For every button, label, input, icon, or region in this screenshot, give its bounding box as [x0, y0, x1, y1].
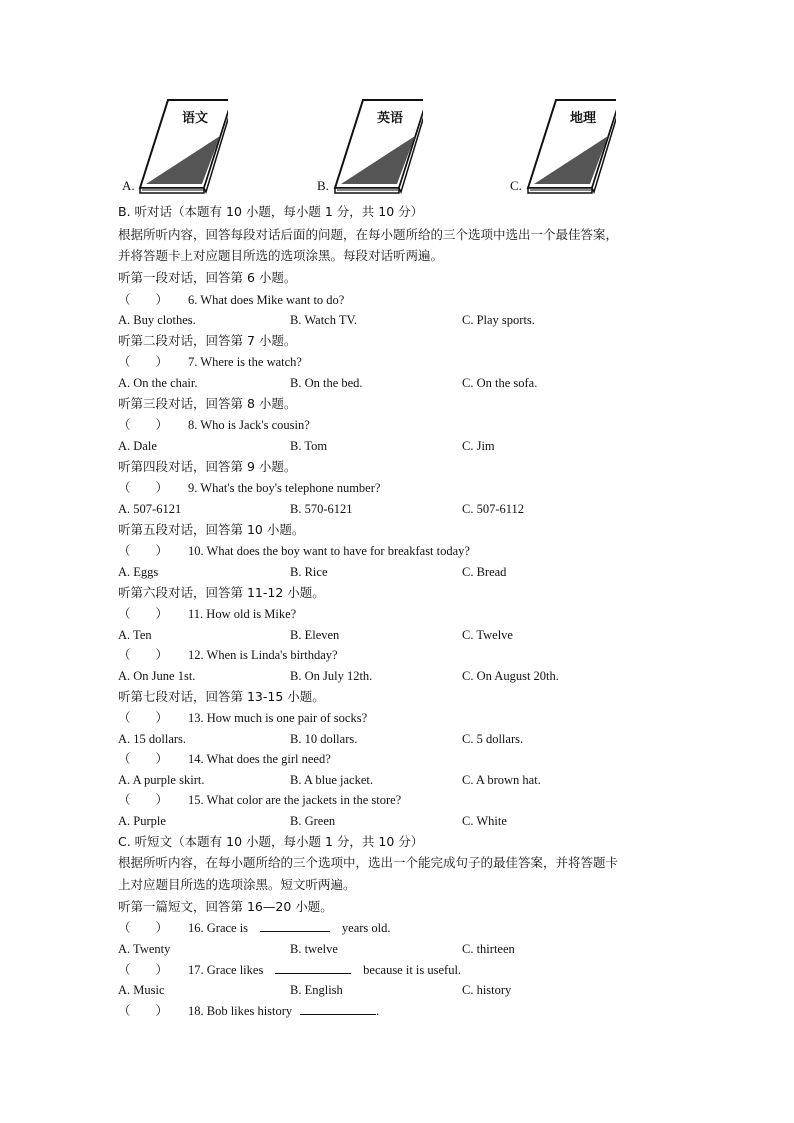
question-text: 7. Where is the watch? [188, 355, 302, 369]
dialog-7-prompt: 听第七段对话，回答第 13-15 小题。 [118, 689, 325, 704]
dialog-6-prompt: 听第六段对话，回答第 11-12 小题。 [118, 585, 325, 600]
option-b: B. Eleven [290, 628, 340, 642]
answer-bracket: （ ） [118, 647, 169, 662]
option-b: B. twelve [290, 942, 338, 956]
question-10-options [118, 565, 678, 581]
question-12 [118, 647, 338, 663]
answer-bracket: （ ） [118, 417, 169, 432]
section-c-instruction-2: 上对应题目所选的选项涂黑。短文听两遍。 [118, 877, 356, 892]
section-c-heading: C. 听短文（本题有 10 小题，每小题 1 分，共 10 分） [118, 834, 424, 849]
question-10 [118, 543, 470, 559]
section-b-instruction-1: 根据所听内容，回答每段对话后面的问题，在每小题所给的三个选项中选出一个最佳答案， [118, 227, 619, 242]
answer-bracket: （ ） [118, 354, 169, 369]
option-b: B. English [290, 983, 343, 997]
question-text-end: . [376, 1004, 380, 1018]
dialog-5-prompt: 听第五段对话，回答第 10 小题。 [118, 522, 305, 537]
question-6 [118, 292, 344, 308]
question-17 [118, 962, 461, 978]
option-c: C. history [462, 983, 512, 997]
option-b: B. A blue jacket. [290, 773, 373, 787]
option-b: B. Green [290, 814, 336, 828]
option-b: B. Tom [290, 439, 328, 453]
option-b: B. On July 12th. [290, 669, 373, 683]
question-text-end: because it is useful. [363, 963, 462, 977]
option-a: A. 507-6121 [118, 502, 182, 516]
option-b: B. 10 dollars. [290, 732, 358, 746]
option-a: A. On the chair. [118, 376, 198, 390]
dialog-4-prompt: 听第四段对话，回答第 9 小题。 [118, 459, 297, 474]
dialog-2-prompt: 听第二段对话，回答第 7 小题。 [118, 333, 297, 348]
book-images-row [118, 96, 678, 196]
question-13-options [118, 732, 678, 748]
question-text: 9. What's the boy's telephone number? [188, 481, 381, 495]
option-a: A. Music [118, 983, 165, 997]
question-14-options [118, 773, 678, 789]
option-a: A. Eggs [118, 565, 159, 579]
question-text: 11. How old is Mike? [188, 607, 297, 621]
option-c: C. thirteen [462, 942, 515, 956]
option-c: C. On August 20th. [462, 669, 559, 683]
answer-bracket: （ ） [118, 710, 169, 725]
answer-bracket: （ ） [118, 1003, 169, 1018]
option-c: C. Play sports. [462, 313, 535, 327]
option-b: B. 570-6121 [290, 502, 353, 516]
option-a: A. On June 1st. [118, 669, 196, 683]
answer-bracket: （ ） [118, 920, 169, 935]
question-text: 8. Who is Jack's cousin? [188, 418, 310, 432]
question-6-options [118, 313, 678, 329]
answer-bracket: （ ） [118, 292, 169, 307]
answer-bracket: （ ） [118, 480, 169, 495]
option-c: C. 507-6112 [462, 502, 525, 516]
question-16 [118, 920, 391, 936]
dialog-1-prompt: 听第一段对话，回答第 6 小题。 [118, 270, 297, 285]
book-letter-a: A. [122, 178, 135, 193]
question-8 [118, 417, 310, 433]
option-b: B. Watch TV. [290, 313, 358, 327]
question-text: 17. Grace likes [188, 963, 264, 977]
section-c-instruction-1: 根据所听内容，在每小题所给的三个选项中，选出一个能完成句子的最佳答案，并将答题卡 [118, 855, 619, 870]
option-a: A. A purple skirt. [118, 773, 205, 787]
answer-bracket: （ ） [118, 962, 169, 977]
question-7-options [118, 376, 678, 392]
answer-blank [275, 962, 351, 974]
option-c: C. White [462, 814, 507, 828]
option-a: A. 15 dollars. [118, 732, 187, 746]
question-12-options [118, 669, 678, 685]
option-c: C. 5 dollars. [462, 732, 524, 746]
book-option-c [506, 96, 616, 196]
option-a: A. Purple [118, 814, 166, 828]
answer-blank [300, 1003, 376, 1015]
question-text: 13. How much is one pair of socks? [188, 711, 368, 725]
answer-bracket: （ ） [118, 606, 169, 621]
question-13 [118, 710, 367, 726]
section-b-heading: B. 听对话（本题有 10 小题，每小题 1 分，共 10 分） [118, 204, 424, 219]
option-b: B. On the bed. [290, 376, 363, 390]
dialog-3-prompt: 听第三段对话，回答第 8 小题。 [118, 396, 297, 411]
book-title-a: 语文 [182, 111, 209, 126]
option-a: A. Ten [118, 628, 152, 642]
question-11-options [118, 628, 678, 644]
option-c: C. A brown hat. [462, 773, 541, 787]
question-text: 15. What color are the jackets in the store? [188, 793, 402, 807]
book-english-illustration [313, 96, 423, 196]
question-7 [118, 354, 302, 370]
passage-1-prompt: 听第一篇短文，回答第 16—20 小题。 [118, 899, 333, 914]
question-18 [118, 1003, 379, 1019]
question-text: 10. What does the boy want to have for breakfast today? [188, 544, 470, 558]
option-a: A. Twenty [118, 942, 171, 956]
question-text-end: years old. [341, 921, 391, 935]
question-11 [118, 606, 296, 622]
section-b-instruction-2: 并将答题卡上对应题目所选的选项涂黑。每段对话听两遍。 [118, 248, 444, 263]
question-9 [118, 480, 380, 496]
option-c: C. On the sofa. [462, 376, 538, 390]
book-option-a [118, 96, 228, 196]
question-15-options [118, 814, 678, 830]
book-option-b [313, 96, 423, 196]
answer-bracket: （ ） [118, 543, 169, 558]
book-title-b: 英语 [377, 111, 404, 126]
option-b: B. Rice [290, 565, 328, 579]
option-a: A. Dale [118, 439, 157, 453]
question-9-options [118, 502, 678, 518]
answer-blank [260, 920, 330, 932]
question-16-options [118, 942, 678, 958]
question-text: 18. Bob likes history [188, 1004, 293, 1018]
answer-bracket: （ ） [118, 751, 169, 766]
question-text: 16. Grace is [188, 921, 249, 935]
option-c: C. Jim [462, 439, 495, 453]
question-text: 14. What does the girl need? [188, 752, 331, 766]
book-geography-illustration [506, 96, 616, 196]
question-8-options [118, 439, 678, 455]
option-c: C. Bread [462, 565, 507, 579]
question-15 [118, 792, 401, 808]
answer-bracket: （ ） [118, 792, 169, 807]
question-17-options [118, 983, 678, 999]
book-letter-c: C. [510, 178, 522, 193]
option-a: A. Buy clothes. [118, 313, 196, 327]
question-text: 12. When is Linda's birthday? [188, 648, 338, 662]
option-c: C. Twelve [462, 628, 513, 642]
question-text: 6. What does Mike want to do? [188, 293, 345, 307]
question-14 [118, 751, 331, 767]
book-letter-b: B. [317, 178, 329, 193]
book-title-c: 地理 [570, 111, 597, 126]
